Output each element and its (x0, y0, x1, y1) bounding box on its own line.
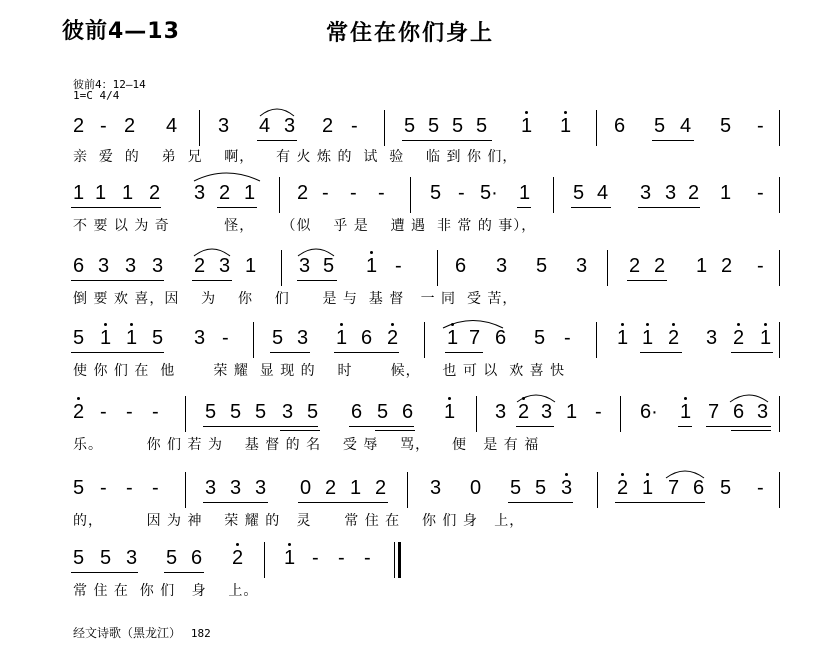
jianpu-note: 5 (73, 327, 85, 349)
lyric-line-3: 倒 要 欢 喜，因 为 你 们 是 与 基 督 一 同 受 苦， (73, 291, 518, 307)
jianpu-note: 5 (654, 115, 666, 137)
beam-underline (270, 352, 310, 353)
score-system-2 (0, 177, 825, 237)
jianpu-note: 3 (496, 255, 508, 277)
jianpu-note: 2 (194, 255, 206, 277)
jianpu-note: 6 (495, 327, 507, 349)
jianpu-note: 3 (297, 327, 309, 349)
jianpu-note: - (595, 401, 602, 423)
page-number: 182 (190, 627, 211, 640)
octave-dot (391, 323, 394, 326)
beam-underline (217, 207, 257, 208)
beam-underline (257, 140, 297, 141)
jianpu-note: - (564, 327, 571, 349)
jianpu-note: 3 (640, 182, 652, 204)
beam-underline (445, 352, 483, 353)
jianpu-note: 2 (73, 401, 85, 423)
beam-underline (731, 352, 773, 353)
jianpu-note: 5 (720, 477, 732, 499)
jianpu-note: 2 (325, 477, 337, 499)
jianpu-note: 4 (166, 115, 178, 137)
jianpu-note: 2 (733, 327, 745, 349)
jianpu-note: 1 (447, 327, 459, 349)
beam-underline (375, 430, 415, 431)
octave-dot (77, 397, 80, 400)
score-system-6 (0, 470, 825, 530)
octave-dot (646, 473, 649, 476)
jianpu-note: - (757, 182, 764, 204)
jianpu-note: 5· (480, 182, 498, 204)
jianpu-note: 3 (152, 255, 164, 277)
beam-underline (164, 572, 204, 573)
jianpu-note: 5 (230, 401, 242, 423)
beam-underline (678, 426, 692, 427)
hymn-reference: 彼前4—13 (62, 19, 180, 44)
jianpu-note: - (757, 255, 764, 277)
jianpu-note: 2 (654, 255, 666, 277)
lyric-line-5: 乐。 你 们 若 为 基 督 的 名 受 辱 骂， 便 是 有 福 (73, 437, 540, 453)
octave-dot (448, 397, 451, 400)
key-signature: 1=C 4/4 (73, 89, 120, 102)
octave-dot (288, 543, 291, 546)
jianpu-note: 3 (757, 401, 769, 423)
bar-line (620, 396, 621, 432)
jianpu-note: 1 (244, 182, 256, 204)
jianpu-note: 5 (476, 115, 488, 137)
jianpu-note: 5 (166, 547, 178, 569)
jianpu-note: 1 (642, 327, 654, 349)
jianpu-note: 3 (255, 477, 267, 499)
jianpu-note: - (100, 477, 107, 499)
jianpu-note: 2 (124, 115, 136, 137)
jianpu-note: - (757, 477, 764, 499)
jianpu-note: 5 (510, 477, 522, 499)
jianpu-note: 3 (541, 401, 553, 423)
jianpu-note: 3 (205, 477, 217, 499)
jianpu-note: 2 (322, 115, 334, 137)
jianpu-note: 1 (560, 115, 572, 137)
jianpu-note: - (100, 115, 107, 137)
jianpu-note: - (100, 401, 107, 423)
jianpu-note: 1 (126, 327, 138, 349)
octave-dot (621, 473, 624, 476)
octave-dot (684, 397, 687, 400)
jianpu-note: 1 (100, 327, 112, 349)
bar-line (553, 177, 554, 213)
jianpu-note: 5 (404, 115, 416, 137)
octave-dot (737, 323, 740, 326)
bar-line (779, 250, 780, 286)
jianpu-note: 3 (98, 255, 110, 277)
slur-arc (258, 104, 298, 118)
jianpu-note: 5 (377, 401, 389, 423)
beam-underline (627, 280, 667, 281)
beam-underline (71, 280, 164, 281)
bar-line (437, 250, 438, 286)
jianpu-note: 5 (428, 115, 440, 137)
beam-underline (203, 502, 268, 503)
octave-dot (370, 251, 373, 254)
octave-dot (764, 323, 767, 326)
jianpu-note: 0 (300, 477, 312, 499)
scripture-reference: 彼前4：12—14 (73, 78, 146, 91)
beam-underline (615, 502, 705, 503)
octave-dot (236, 543, 239, 546)
score-system-5 (0, 394, 825, 454)
jianpu-note: 5 (100, 547, 112, 569)
jianpu-note: 1 (245, 255, 257, 277)
bar-line (279, 177, 280, 213)
score-system-4 (0, 318, 825, 378)
bar-line (596, 110, 597, 146)
jianpu-note: 6· (640, 401, 658, 423)
bar-line (424, 322, 425, 358)
octave-dot (646, 323, 649, 326)
beam-underline (640, 352, 682, 353)
jianpu-note: 7 (708, 401, 720, 423)
jianpu-note: 1 (760, 327, 772, 349)
bar-line (185, 396, 186, 432)
jianpu-note: 2 (149, 182, 161, 204)
lyric-line-2: 不 要 以 为 奇 怪， （似 乎 是 遭 遇 非 常 的 事）， (73, 218, 537, 234)
bar-line (253, 322, 254, 358)
jianpu-note: - (338, 547, 345, 569)
jianpu-note: 1 (680, 401, 692, 423)
jianpu-note: 3 (126, 547, 138, 569)
beam-underline (334, 352, 399, 353)
bar-line (779, 110, 780, 146)
jianpu-note: 5 (536, 255, 548, 277)
jianpu-note: 1 (642, 477, 654, 499)
jianpu-note: 1 (617, 327, 629, 349)
lyric-line-7: 常 住 在 你 们 身 上。 (73, 583, 259, 599)
jianpu-note: 6 (614, 115, 626, 137)
jianpu-note: 3 (706, 327, 718, 349)
jianpu-note: 6 (73, 255, 85, 277)
jianpu-note: 3 (495, 401, 507, 423)
bar-line (410, 177, 411, 213)
jianpu-note: - (378, 182, 385, 204)
jianpu-note: 1 (521, 115, 533, 137)
score-system-1 (0, 110, 825, 170)
bar-line (476, 396, 477, 432)
jianpu-note: 5 (430, 182, 442, 204)
jianpu-note: 1 (444, 401, 456, 423)
jianpu-note: 3 (561, 477, 573, 499)
jianpu-note: 3 (230, 477, 242, 499)
beam-underline (298, 502, 388, 503)
jianpu-note: 1 (336, 327, 348, 349)
jianpu-note: 2 (297, 182, 309, 204)
jianpu-note: - (350, 182, 357, 204)
score-system-7 (0, 540, 825, 600)
jianpu-note: - (152, 401, 159, 423)
jianpu-note: 1 (696, 255, 708, 277)
jianpu-note: 3 (576, 255, 588, 277)
beam-underline (71, 352, 164, 353)
bar-line (185, 472, 186, 508)
bar-line (199, 110, 200, 146)
jianpu-note: 3 (665, 182, 677, 204)
slur-arc (192, 169, 264, 183)
jianpu-note: 6 (191, 547, 203, 569)
octave-dot (564, 111, 567, 114)
jianpu-note: 5 (205, 401, 217, 423)
jianpu-note: 3 (282, 401, 294, 423)
jianpu-note: 2 (387, 327, 399, 349)
bar-line (597, 472, 598, 508)
jianpu-note: 5 (573, 182, 585, 204)
jianpu-note: 1 (519, 182, 531, 204)
hymn-title: 常住在你们身上 (326, 21, 495, 46)
jianpu-note: 2 (721, 255, 733, 277)
jianpu-note: 4 (680, 115, 692, 137)
beam-underline (731, 430, 771, 431)
octave-dot (340, 323, 343, 326)
source-name: 经文诗歌（黑龙江） (73, 626, 182, 640)
jianpu-note: 6 (351, 401, 363, 423)
jianpu-note: - (312, 547, 319, 569)
jianpu-note: 2 (73, 115, 85, 137)
jianpu-note: - (126, 477, 133, 499)
jianpu-note: 2 (688, 182, 700, 204)
beam-underline (297, 280, 337, 281)
score-system-3 (0, 246, 825, 306)
jianpu-note: 1 (95, 182, 107, 204)
octave-dot (451, 323, 454, 326)
jianpu-note: 6 (402, 401, 414, 423)
jianpu-note: 3 (430, 477, 442, 499)
jianpu-note: - (458, 182, 465, 204)
jianpu-note: 7 (668, 477, 680, 499)
lyric-line-1: 亲 爱 的 弟 兄 啊， 有 火 炼 的 试 验 临 到 你 们， (73, 149, 518, 165)
bar-line (607, 250, 608, 286)
beam-underline (638, 207, 700, 208)
jianpu-note: 2 (232, 547, 244, 569)
jianpu-note: 1 (350, 477, 362, 499)
jianpu-note: - (222, 327, 229, 349)
jianpu-note: - (351, 115, 358, 137)
jianpu-note: 5 (534, 327, 546, 349)
jianpu-note: - (757, 115, 764, 137)
bar-line (398, 542, 401, 578)
jianpu-note: 3 (284, 115, 296, 137)
jianpu-note: - (395, 255, 402, 277)
jianpu-note: 6 (693, 477, 705, 499)
bar-line (281, 250, 282, 286)
jianpu-note: - (126, 401, 133, 423)
octave-dot (525, 111, 528, 114)
jianpu-note: 5 (272, 327, 284, 349)
jianpu-note: 1 (366, 255, 378, 277)
beam-underline (203, 426, 318, 427)
jianpu-note: 5 (73, 477, 85, 499)
jianpu-note: 1 (284, 547, 296, 569)
jianpu-note: 3 (194, 182, 206, 204)
jianpu-note: 6 (455, 255, 467, 277)
beam-underline (349, 426, 414, 427)
jianpu-note: 1 (720, 182, 732, 204)
beam-underline (706, 426, 771, 427)
bar-line (264, 542, 265, 578)
beam-underline (517, 207, 531, 208)
beam-underline (516, 426, 554, 427)
jianpu-note: 3 (194, 327, 206, 349)
beam-underline (71, 207, 161, 208)
jianpu-note: 5 (720, 115, 732, 137)
jianpu-note: - (322, 182, 329, 204)
jianpu-note: 5 (452, 115, 464, 137)
jianpu-note: 4 (259, 115, 271, 137)
beam-underline (508, 502, 573, 503)
jianpu-note: - (364, 547, 371, 569)
lyric-line-6: 的， 因 为 神 荣 耀 的 灵 常 住 在 你 们 身 上， (73, 513, 525, 529)
bar-line (394, 542, 395, 578)
bar-line (779, 322, 780, 358)
jianpu-note: 2 (668, 327, 680, 349)
octave-dot (104, 323, 107, 326)
jianpu-note: 2 (375, 477, 387, 499)
jianpu-note: 5 (152, 327, 164, 349)
jianpu-note: 5 (535, 477, 547, 499)
beam-underline (571, 207, 611, 208)
jianpu-note: 6 (361, 327, 373, 349)
jianpu-note: 2 (518, 401, 530, 423)
jianpu-note: 7 (469, 327, 481, 349)
octave-dot (621, 323, 624, 326)
bar-line (384, 110, 385, 146)
jianpu-note: 3 (219, 255, 231, 277)
bar-line (779, 396, 780, 432)
jianpu-note: 5 (307, 401, 319, 423)
jianpu-note: 0 (470, 477, 482, 499)
jianpu-note: 3 (125, 255, 137, 277)
bar-line (596, 322, 597, 358)
jianpu-note: 3 (299, 255, 311, 277)
beam-underline (280, 430, 320, 431)
jianpu-note: 5 (323, 255, 335, 277)
beam-underline (402, 140, 492, 141)
jianpu-note: 2 (617, 477, 629, 499)
beam-underline (71, 572, 138, 573)
octave-dot (522, 397, 525, 400)
source-footer (73, 624, 211, 641)
jianpu-note: 3 (218, 115, 230, 137)
jianpu-note: 2 (219, 182, 231, 204)
octave-dot (130, 323, 133, 326)
jianpu-note: 2 (629, 255, 641, 277)
jianpu-note: 5 (73, 547, 85, 569)
beam-underline (652, 140, 694, 141)
beam-underline (192, 280, 232, 281)
jianpu-note: 5 (255, 401, 267, 423)
jianpu-note: 1 (73, 182, 85, 204)
bar-line (779, 472, 780, 508)
jianpu-note: 1 (566, 401, 578, 423)
octave-dot (672, 323, 675, 326)
lyric-line-4: 使 你 们 在 他 荣 耀 显 现 的 时 候， 也 可 以 欢 喜 快 (73, 363, 566, 379)
bar-line (407, 472, 408, 508)
bar-line (779, 177, 780, 213)
jianpu-note: 4 (597, 182, 609, 204)
jianpu-note: 6 (733, 401, 745, 423)
octave-dot (565, 473, 568, 476)
jianpu-note: - (152, 477, 159, 499)
jianpu-note: 1 (122, 182, 134, 204)
